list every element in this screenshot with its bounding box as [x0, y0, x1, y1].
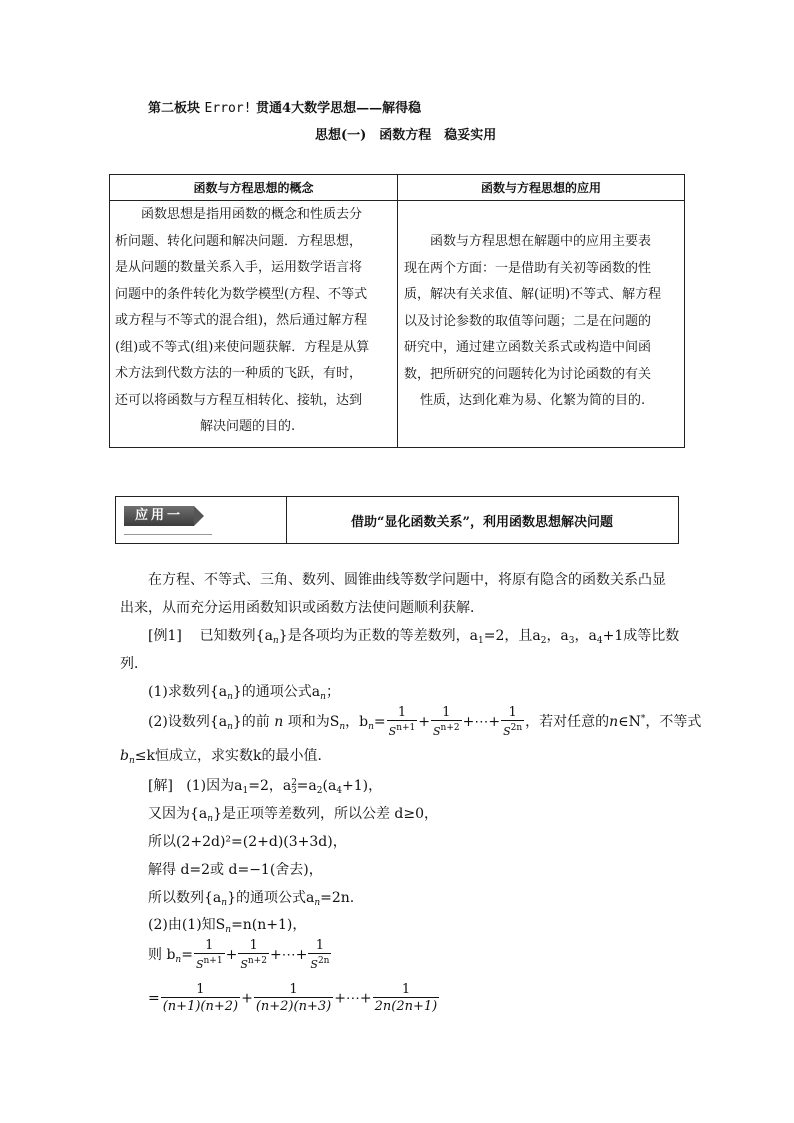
fraction [501, 705, 524, 739]
s: S [388, 725, 397, 738]
application-title: 借助“显化函数关系”，利用函数思想解决问题 [351, 515, 613, 530]
star: * [640, 714, 646, 724]
subscript: n [339, 722, 346, 732]
exponent: n+1 [203, 956, 223, 966]
table-header-application: 函数与方程思想的应用 [480, 181, 601, 195]
table-header-concept: 函数与方程思想的概念 [193, 181, 314, 195]
concept-line: 是从问题的数量关系入手，运用数学语言将 [115, 260, 363, 275]
fraction [254, 982, 333, 1015]
application-line: 以及讨论参数的取值等问题；二是在问题的 [404, 313, 652, 329]
fraction [194, 938, 225, 972]
application-banner [115, 496, 679, 544]
fraction [308, 938, 331, 972]
var-n: n [609, 714, 619, 730]
sol-text: = [181, 947, 193, 963]
application-line: 研究中，通过建立函数关系式或构造中间函 [404, 340, 652, 355]
subscript: 4 [596, 636, 603, 646]
exponent: n+2 [247, 956, 267, 966]
solution-line-1 [148, 775, 382, 796]
denominator [194, 953, 225, 972]
numerator: 1 [289, 982, 298, 997]
exponent: n+1 [396, 723, 416, 733]
section-header [148, 97, 421, 116]
question-1 [148, 681, 340, 702]
subscript: 3 [290, 786, 297, 796]
solution-line-8 [148, 982, 440, 1015]
application-line: 性质，达到化难为易、化繁为简的目的. [420, 393, 646, 408]
q1-text: ； [325, 684, 340, 700]
s: S [503, 725, 511, 738]
sol-text: (a [322, 778, 337, 794]
exponent: n+2 [440, 723, 460, 733]
stem-text: 已知数列{a [199, 628, 273, 644]
denominator: 2n(2n+1) [374, 999, 438, 1014]
table-column-divider [397, 175, 398, 447]
subscript: 4 [336, 786, 343, 796]
q2-text: }的前 [232, 714, 270, 730]
var-n: n [274, 714, 284, 730]
solution-line-5 [148, 887, 354, 908]
plus: + [225, 947, 238, 963]
solution-line-7 [148, 938, 332, 972]
section-subtitle: 思想(一) 函数方程 稳妥实用 [315, 128, 497, 143]
subscript: 2 [316, 786, 323, 796]
concept-line: (组)或不等式(组)来使问题获解．方程是从算 [115, 339, 370, 355]
q2-text: (2)设数列{a [148, 714, 228, 730]
denominator [501, 720, 524, 739]
q2-text: ，若对任意的 [525, 714, 610, 730]
concept-line: 析问题、转化问题和解决问题．方程思想， [115, 233, 363, 249]
q2-text: ，b [345, 714, 369, 730]
numerator: 1 [249, 938, 258, 953]
q1-text: (1)求数列{a [148, 684, 228, 700]
q1-text: }的通项公式a [232, 684, 321, 700]
numerator: 1 [442, 705, 451, 720]
fraction [431, 705, 462, 739]
example-stem-end: 列． [120, 656, 148, 672]
fraction [161, 982, 240, 1015]
s: S [310, 958, 318, 971]
denominator [238, 953, 269, 972]
subscript: n [272, 636, 279, 646]
subscript: n [314, 898, 321, 908]
fraction [373, 982, 440, 1015]
numerator: 1 [315, 938, 325, 953]
stem-text: =2，且a [483, 628, 541, 644]
s: S [240, 958, 248, 971]
numerator: 1 [397, 705, 407, 720]
solution-line-6 [148, 914, 306, 935]
application-cell [404, 229, 682, 415]
header-suffix: 贯通4大数学思想——解得稳 [256, 101, 422, 116]
concept-line: 术方法到代数方法的一种质的飞跃，有时， [115, 366, 363, 381]
sol-text: (2)由(1)知S [148, 917, 226, 933]
solution-line-4: 解得 d=2或 d=−1(舍去)， [148, 862, 323, 878]
exponent: 2n [317, 956, 330, 966]
sol-text: }是正项等差数列，所以公差 d≥0， [213, 806, 439, 822]
subscript: n [128, 756, 135, 766]
intro-line: 在方程、不等式、三角、数列、圆锥曲线等数学问题中，将原有隐含的函数关系凸显 [148, 572, 666, 588]
subscript: 2 [540, 636, 547, 646]
example-stem [148, 625, 679, 646]
concept-line: 问题中的条件转化为数学模型(方程、不等式 [115, 286, 368, 302]
tag-underline [124, 526, 212, 535]
subscript: n [227, 692, 233, 702]
denominator: (n+1)(n+2) [162, 999, 239, 1014]
error-text: Error! [204, 101, 252, 116]
exponent: 2 [291, 778, 297, 788]
subscript: n [320, 692, 326, 702]
solution-line-2 [148, 803, 438, 824]
stem-text: }是各项均为正数的等差数列，a [278, 628, 478, 644]
denominator: (n+2)(n+3) [255, 999, 332, 1014]
intro-line: 出来，从而充分运用函数知识或函数方法使问题顺利获解． [120, 600, 484, 616]
s: S [433, 725, 441, 738]
concept-table [109, 174, 685, 448]
numerator: 1 [401, 982, 411, 997]
subscript: 1 [242, 786, 249, 796]
q2-text: = [373, 714, 386, 730]
ellipsis: +⋯+ [334, 990, 372, 1007]
solution-line-3: 所以(2+2d)²=(2+d)(3+3d)， [148, 834, 347, 850]
plus: + [241, 990, 253, 1007]
q2-text: ，不等式 [645, 714, 702, 730]
sol-text: 又因为{a [148, 806, 208, 822]
q2-text: ≤k恒成立，求实数k的最小值． [134, 748, 332, 764]
numerator: 1 [196, 982, 205, 997]
denominator [308, 953, 331, 972]
header-prefix: 第二板块 [148, 101, 201, 116]
sol-text: 所以数列{a [148, 890, 222, 906]
concept-line: 解决问题的目的. [200, 419, 296, 434]
stem-text: ，a [546, 628, 569, 644]
sol-text: =2n. [320, 890, 355, 906]
sol-text: =a [296, 778, 317, 794]
concept-line: 函数思想是指用函数的概念和性质去分 [141, 207, 363, 222]
numerator: 1 [508, 705, 517, 720]
equals: = [148, 990, 160, 1007]
concept-line: 还可以将函数与方程互相转化、接轨，达到 [115, 392, 363, 408]
ellipsis: +⋯+ [462, 714, 501, 730]
subscript: n [221, 898, 228, 908]
subscript: n [227, 722, 233, 732]
sol-text: }的通项公式a [227, 890, 315, 906]
stem-text: ，a [574, 628, 597, 644]
question-2-end: $b_n\le k$恒成立，求实数k的最小值． [120, 748, 332, 766]
plus: + [418, 714, 430, 730]
application-tag: 应用一 [124, 506, 194, 526]
q2-text: ∈N [618, 714, 641, 730]
sol-text: 则 b [148, 947, 176, 963]
application-line: 现在两个方面：一是借助有关初等函数的性 [404, 260, 652, 276]
numerator: 1 [205, 938, 214, 953]
concept-line: 或方程与不等式的混合组)，然后通过解方程 [115, 313, 368, 328]
sol-text: =2，a [248, 778, 292, 794]
s: S [195, 958, 204, 971]
solution-label: [解] [148, 778, 173, 794]
question-2 [148, 705, 701, 739]
subscript: n [207, 814, 214, 824]
tag-arrow-icon [194, 506, 204, 526]
subscript: n [225, 925, 232, 935]
table-row-divider [110, 200, 684, 201]
sol-text: +1)， [342, 778, 383, 794]
fraction [238, 938, 269, 972]
denominator [387, 720, 418, 739]
exponent: 2n [510, 723, 523, 733]
q2-text: 项和为S [287, 714, 340, 730]
concept-cell [115, 202, 392, 441]
example-label: [例1] [148, 628, 182, 644]
application-line: 质，解决有关求值、解(证明)不等式、解方程 [404, 287, 662, 302]
subscript: 1 [477, 636, 484, 646]
sol-text: (1)因为a [186, 778, 243, 794]
sol-text: =n(n+1)， [231, 917, 307, 933]
subscript: 3 [568, 636, 575, 646]
denominator [431, 720, 462, 739]
stem-text: +1成等比数 [602, 628, 680, 644]
subscript: n [368, 722, 374, 732]
fraction [387, 705, 418, 739]
application-line: 函数与方程思想在解题中的应用主要表 [430, 234, 652, 249]
application-line: 数，把所研究的问题转化为讨论函数的有关 [404, 366, 652, 382]
ellipsis: +⋯+ [269, 947, 308, 963]
subscript: n [175, 955, 182, 965]
